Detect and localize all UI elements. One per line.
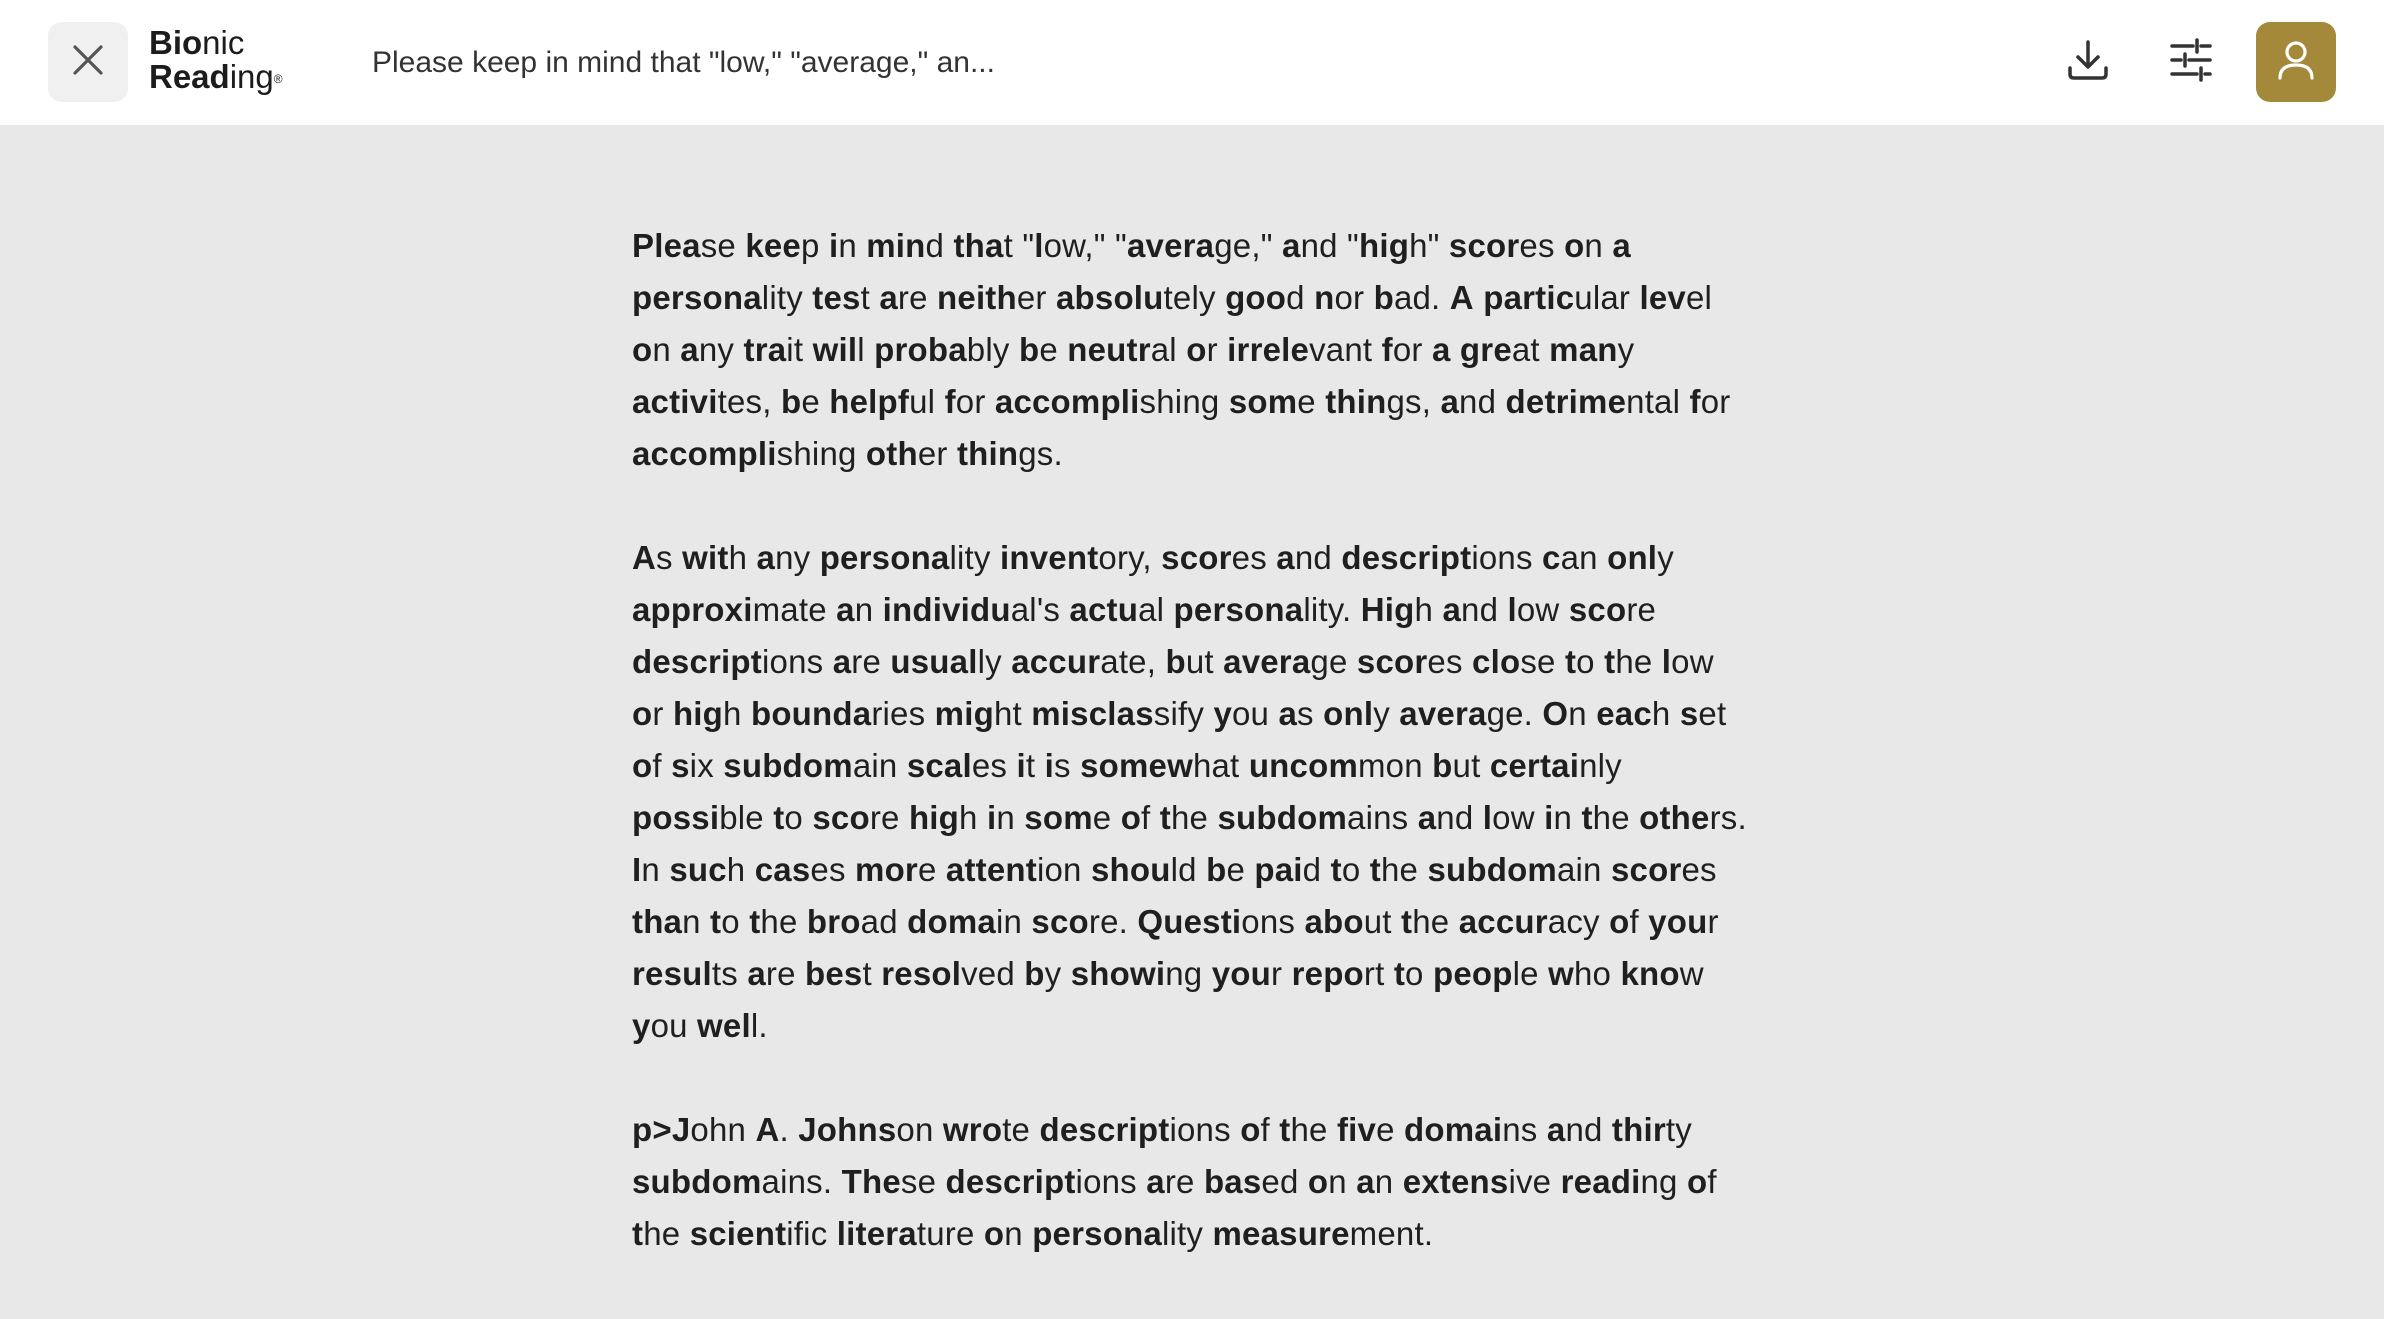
sliders-icon [2167,36,2215,88]
download-button[interactable] [2048,22,2128,102]
profile-button[interactable] [2256,22,2336,102]
user-icon [2274,38,2318,86]
reading-content [632,220,1752,1312]
paragraph: p>John A. Johnson wrote descriptions of the five domains and thirty subdomains. These descriptions are based on an extensive reading of the scientific literature on personality measurement. [632,1111,1717,1252]
top-bar [0,0,2384,125]
close-icon [71,43,105,81]
reading-settings-button[interactable] [2151,22,2231,102]
bionic-reading-logo: Bionic Reading® [149,24,283,95]
close-button[interactable] [48,22,128,102]
paragraph: As with any personality inventory, scores and descriptions can only approximate an individual's actual personality. High and low score descriptions are usually accurate, but average scores close to the low or high boundaries might misclassify you as only average. On each set of six subdomain scales it is somewhat uncommon but certainly possible to score high in some of the subdomains and low in the others. In such cases more attention should be paid to the subdomain scores than to the broad domain score. Questions about the accuracy of your results are best resolved by showing your report to people who know you well. [632,539,1747,1044]
download-icon [2064,36,2112,88]
paragraph: Please keep in mind that "low," "average," and "high" scores on a personality test are neither absolutely good nor bad. A particular level on any trait will probably be neutral or irrelevant for a great many activites, be helpful for accomplishing some things, and detrimental for accomplishing other things. [632,227,1731,472]
document-title: Please keep in mind that "low," "average," an... [372,46,995,79]
